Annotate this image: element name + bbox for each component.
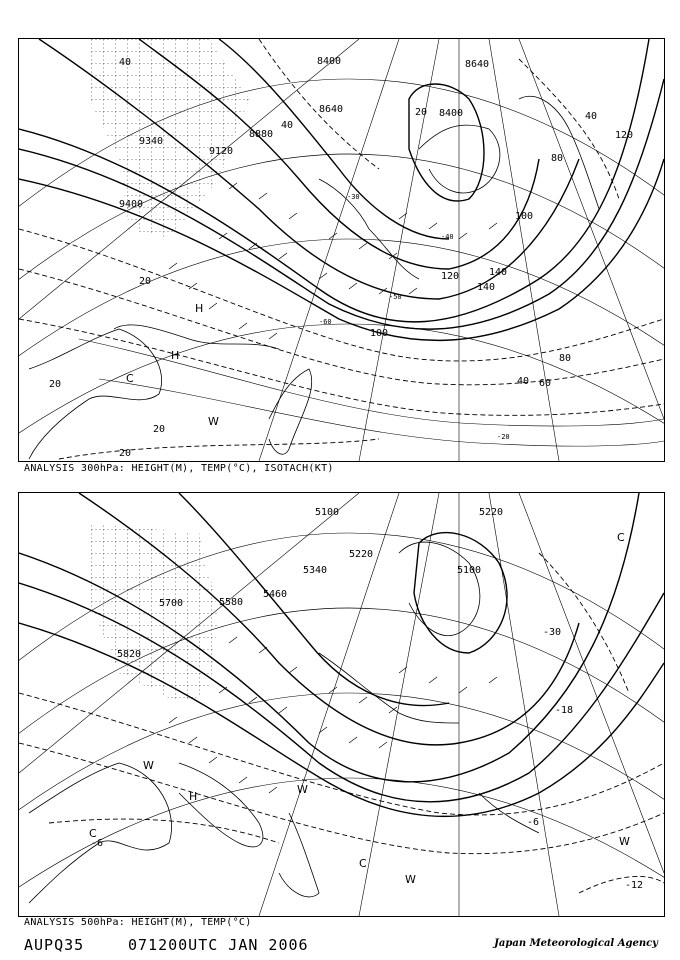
isotach-label: 120 <box>441 271 460 282</box>
temp-label: -6 <box>91 838 104 849</box>
height-label: 5100 <box>457 565 482 576</box>
pressure-center-high: H <box>189 790 198 803</box>
pressure-center-warm: W <box>297 783 308 796</box>
panel-caption-500hpa: ANALYSIS 500hPa: HEIGHT(M), TEMP(°C) <box>24 917 252 928</box>
station-plots <box>169 637 497 793</box>
height-label: 8640 <box>319 104 344 115</box>
isotach-label: 140 <box>489 267 508 278</box>
pressure-center-cold: C <box>617 531 625 544</box>
isotach-label: 40 <box>585 111 598 122</box>
hatch-area <box>89 523 219 703</box>
temp-label: -50 <box>389 293 402 301</box>
isotach-label: 20 <box>415 107 428 118</box>
isotach-label: 80 <box>559 353 572 364</box>
height-label: 8400 <box>317 56 342 67</box>
height-label: 8640 <box>465 59 490 70</box>
map-300hpa-svg <box>19 39 664 461</box>
isotach-lines <box>79 339 664 446</box>
height-label: 9400 <box>119 199 144 210</box>
height-label: 5820 <box>117 649 142 660</box>
chart-code: AUPQ35 <box>24 936 85 954</box>
temp-label: -20 <box>497 433 510 441</box>
map-500hpa-svg <box>19 493 664 916</box>
height-label: 5580 <box>219 597 244 608</box>
pressure-center-cold: C <box>359 857 367 870</box>
coastlines <box>29 96 599 459</box>
height-label: 9120 <box>209 146 234 157</box>
pressure-center-cold: C <box>126 372 134 385</box>
isotach-label: 40 <box>119 57 132 68</box>
height-label: 5220 <box>479 507 504 518</box>
agency-credit: Japan Meteorological Agency <box>494 938 658 949</box>
isotach-label: 20 <box>139 276 152 287</box>
temp-label: -30 <box>543 627 562 638</box>
pressure-center-warm: W <box>619 835 630 848</box>
isotach-label: 20 <box>153 424 166 435</box>
height-label: 9340 <box>139 136 164 147</box>
temp-label: -30 <box>347 193 360 201</box>
pressure-center-high: H <box>171 349 180 362</box>
isotach-label: 20 <box>49 379 62 390</box>
pressure-center-high: H <box>195 302 204 315</box>
height-label: 5460 <box>263 589 288 600</box>
isotach-label: 40 <box>281 120 294 131</box>
height-label: 5100 <box>315 507 340 518</box>
isotach-label: 60 <box>539 378 552 389</box>
valid-time: 071200UTC JAN 2006 <box>128 936 309 954</box>
pressure-center-warm: W <box>143 759 154 772</box>
height-label: 5220 <box>349 549 374 560</box>
pressure-center-warm: W <box>405 873 416 886</box>
temp-label: -12 <box>625 880 644 891</box>
temp-label: -18 <box>555 705 574 716</box>
height-label: 8880 <box>249 129 274 140</box>
height-label: 5340 <box>303 565 328 576</box>
temp-label: -40 <box>441 233 454 241</box>
height-label: 5700 <box>159 598 184 609</box>
panel-caption-300hpa: ANALYSIS 300hPa: HEIGHT(M), TEMP(°C), ISOTACH(KT) <box>24 463 334 474</box>
pressure-center-cold: C <box>89 827 97 840</box>
jet-hatch-area <box>89 39 249 239</box>
isotach-label: 120 <box>615 130 634 141</box>
isotach-label: 140 <box>477 282 496 293</box>
map-panel-300hpa <box>18 38 665 462</box>
temp-label: -60 <box>319 318 332 326</box>
height-label: 8400 <box>439 108 464 119</box>
map-panel-500hpa <box>18 492 665 917</box>
isotach-label: 40 <box>517 376 530 387</box>
isotach-label: 80 <box>551 153 564 164</box>
isotach-label: 20 <box>119 448 132 459</box>
isotach-label: 100 <box>370 328 389 339</box>
isotach-label: 100 <box>515 211 534 222</box>
temp-label: -6 <box>527 817 540 828</box>
pressure-center-warm: W <box>208 415 219 428</box>
